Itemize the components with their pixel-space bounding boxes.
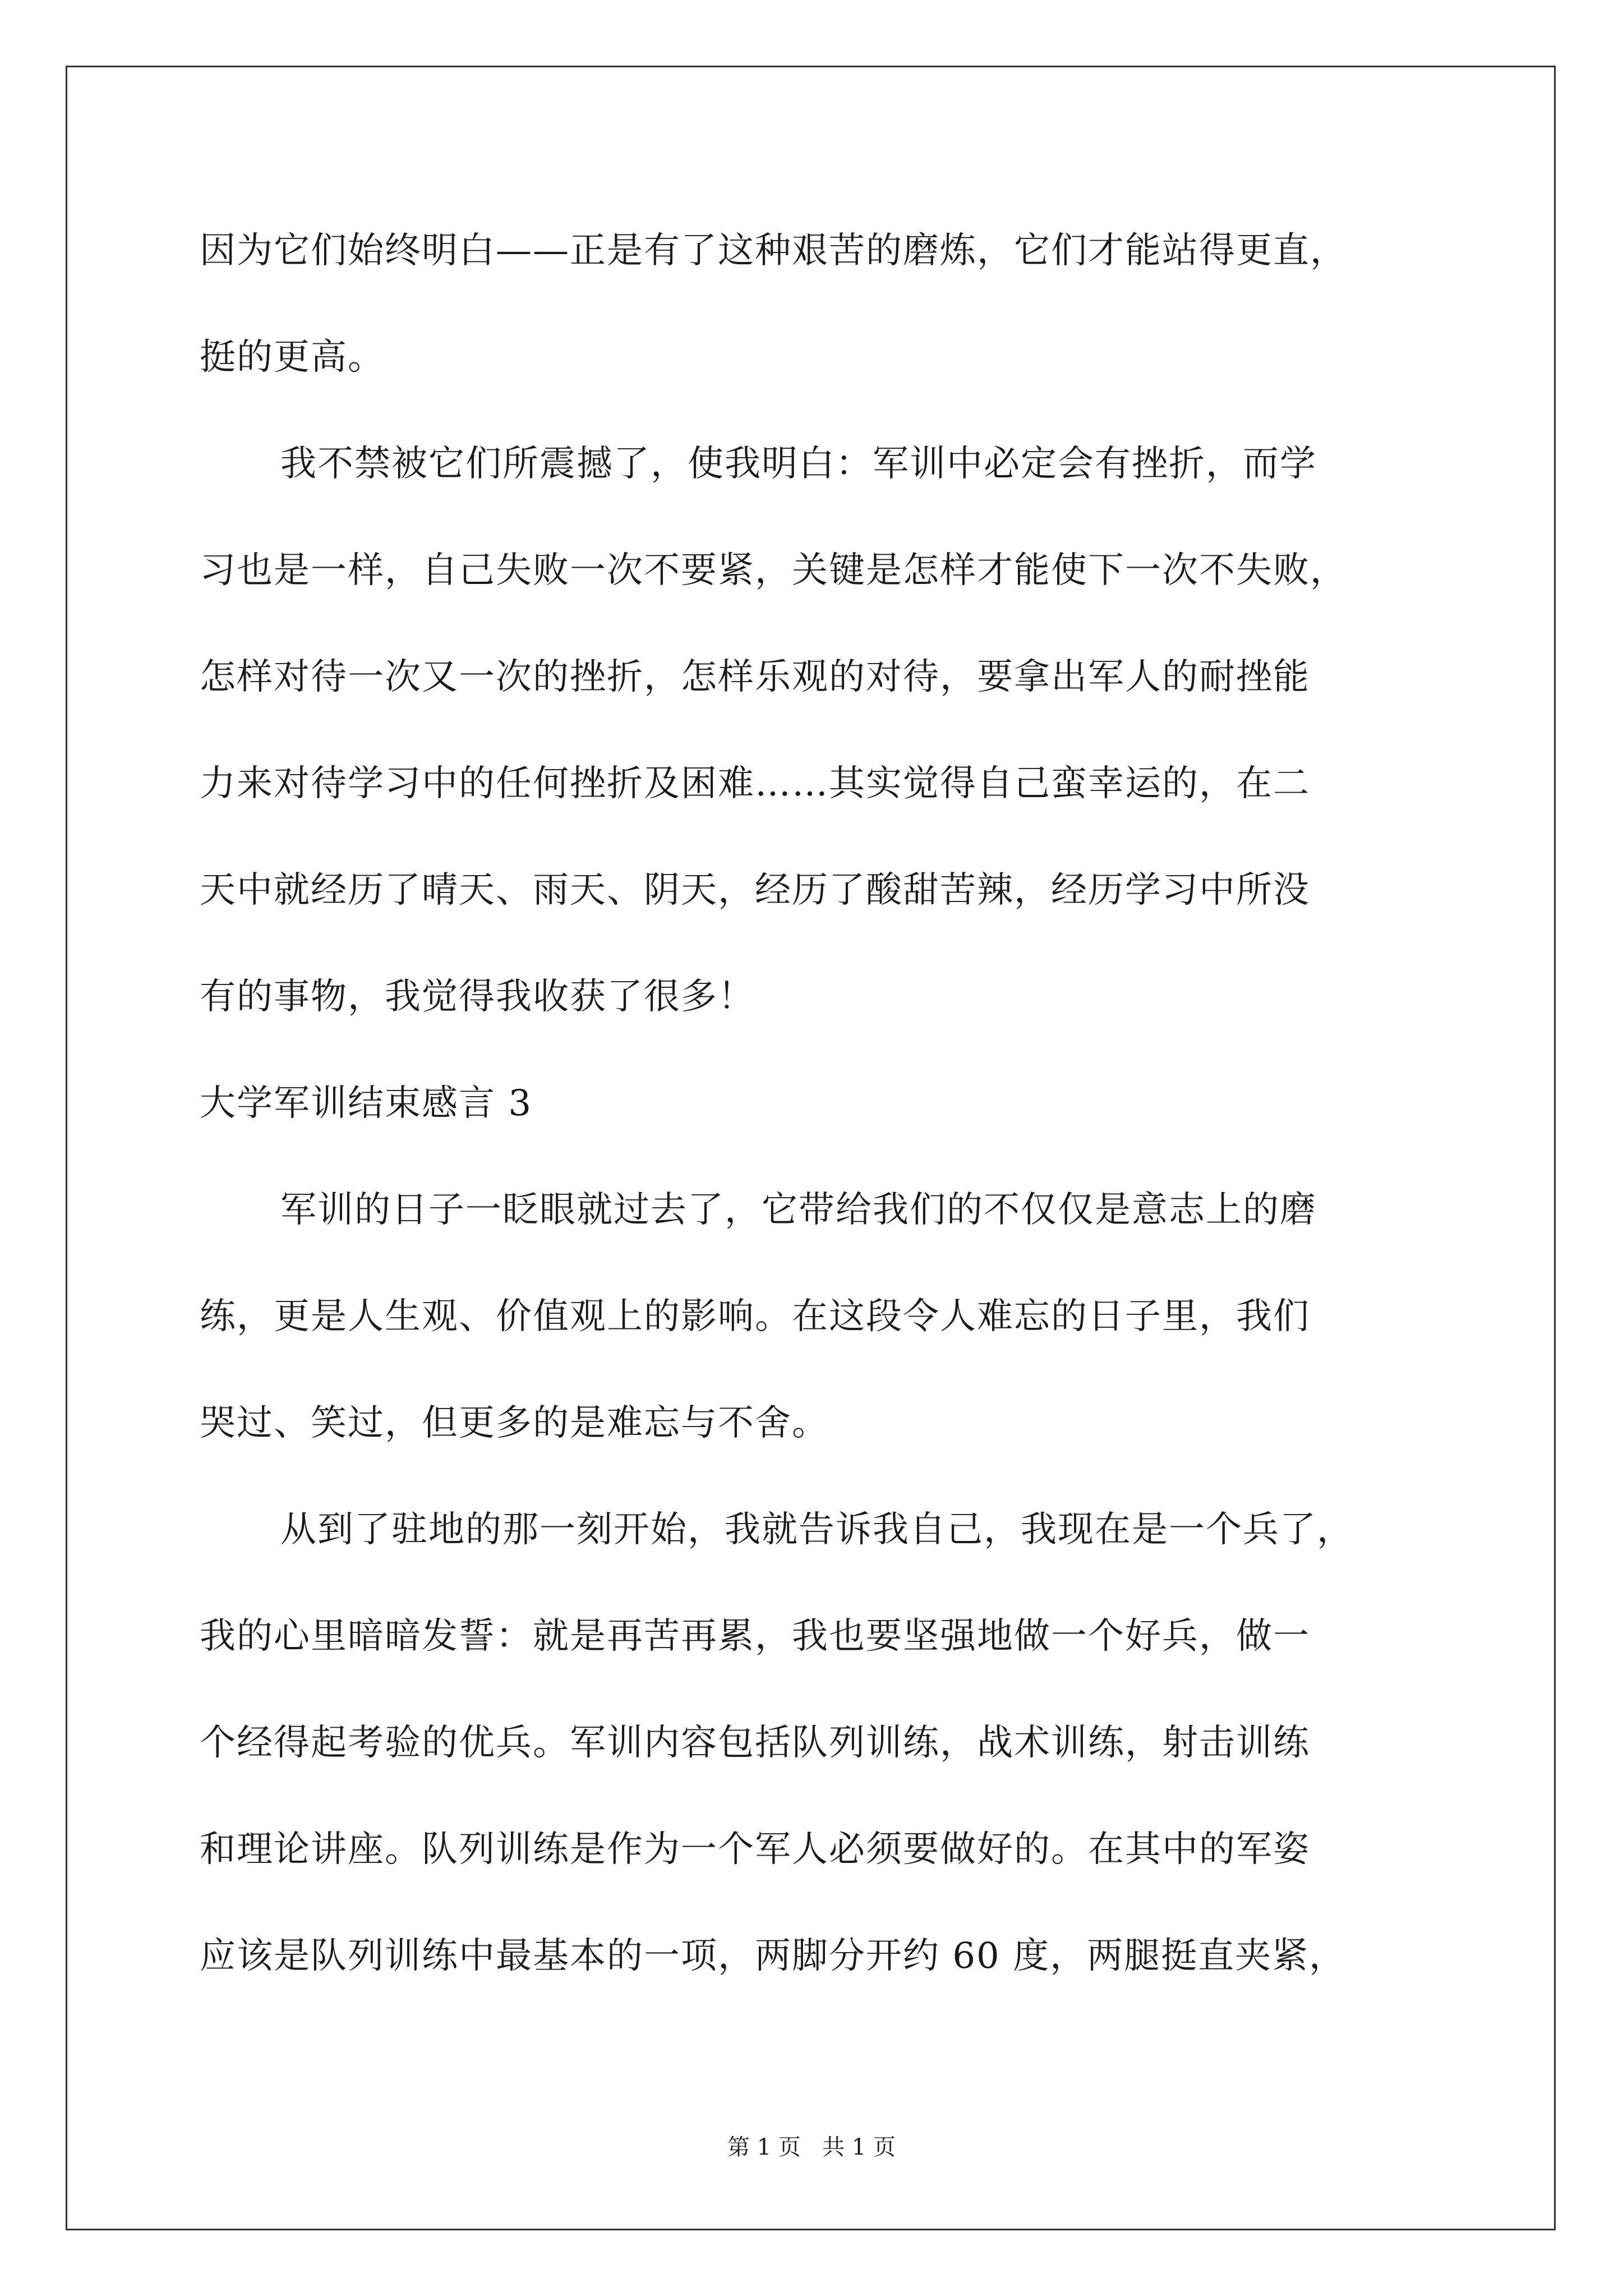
paragraph-first-line: 军训的日子一眨眼就过去了，它带给我们的不仅仅是意志上的磨	[280, 1189, 1317, 1231]
text-line: 应该是队列训练中最基本的一项，两脚分开约 60 度，两腿挺直夹紧，	[200, 1935, 1347, 1977]
page-footer: 第 1 页 共 1 页	[727, 2134, 896, 2160]
text-line: 习也是一样，自己失败一次不要紧，关键是怎样才能使下一次不失败，	[200, 550, 1347, 591]
page-border	[66, 66, 1556, 2230]
text-line: 个经得起考验的优兵。军训内容包括队列训练，战术训练，射击训练	[200, 1722, 1310, 1764]
text-line: 因为它们始终明白——正是有了这种艰苦的磨炼，它们才能站得更直，	[200, 230, 1347, 272]
section-heading: 大学军训结束感言 3	[200, 1083, 533, 1124]
text-line: 怎样对待一次又一次的挫折，怎样乐观的对待，要拿出军人的耐挫能	[200, 656, 1310, 698]
text-line: 我的心里暗暗发誓：就是再苦再累，我也要坚强地做一个好兵，做一	[200, 1616, 1310, 1657]
paragraph-first-line: 从到了驻地的那一刻开始，我就告诉我自己，我现在是一个兵了，	[280, 1509, 1354, 1550]
text-line: 练，更是人生观、价值观上的影响。在这段令人难忘的日子里，我们	[200, 1296, 1310, 1337]
text-line: 挺的更高。	[200, 337, 385, 378]
text-line: 天中就经历了晴天、雨天、阴天，经历了酸甜苦辣，经历学习中所没	[200, 869, 1310, 911]
text-line: 和理论讲座。队列训练是作为一个军人必须要做好的。在其中的军姿	[200, 1829, 1310, 1870]
paragraph-first-line: 我不禁被它们所震撼了，使我明白：军训中必定会有挫折，而学	[280, 443, 1317, 485]
text-line: 力来对待学习中的任何挫折及困难……其实觉得自己蛮幸运的，在二	[200, 763, 1310, 804]
text-line: 哭过、笑过，但更多的是难忘与不舍。	[200, 1402, 829, 1444]
text-line: 有的事物，我觉得我收获了很多！	[200, 976, 755, 1018]
